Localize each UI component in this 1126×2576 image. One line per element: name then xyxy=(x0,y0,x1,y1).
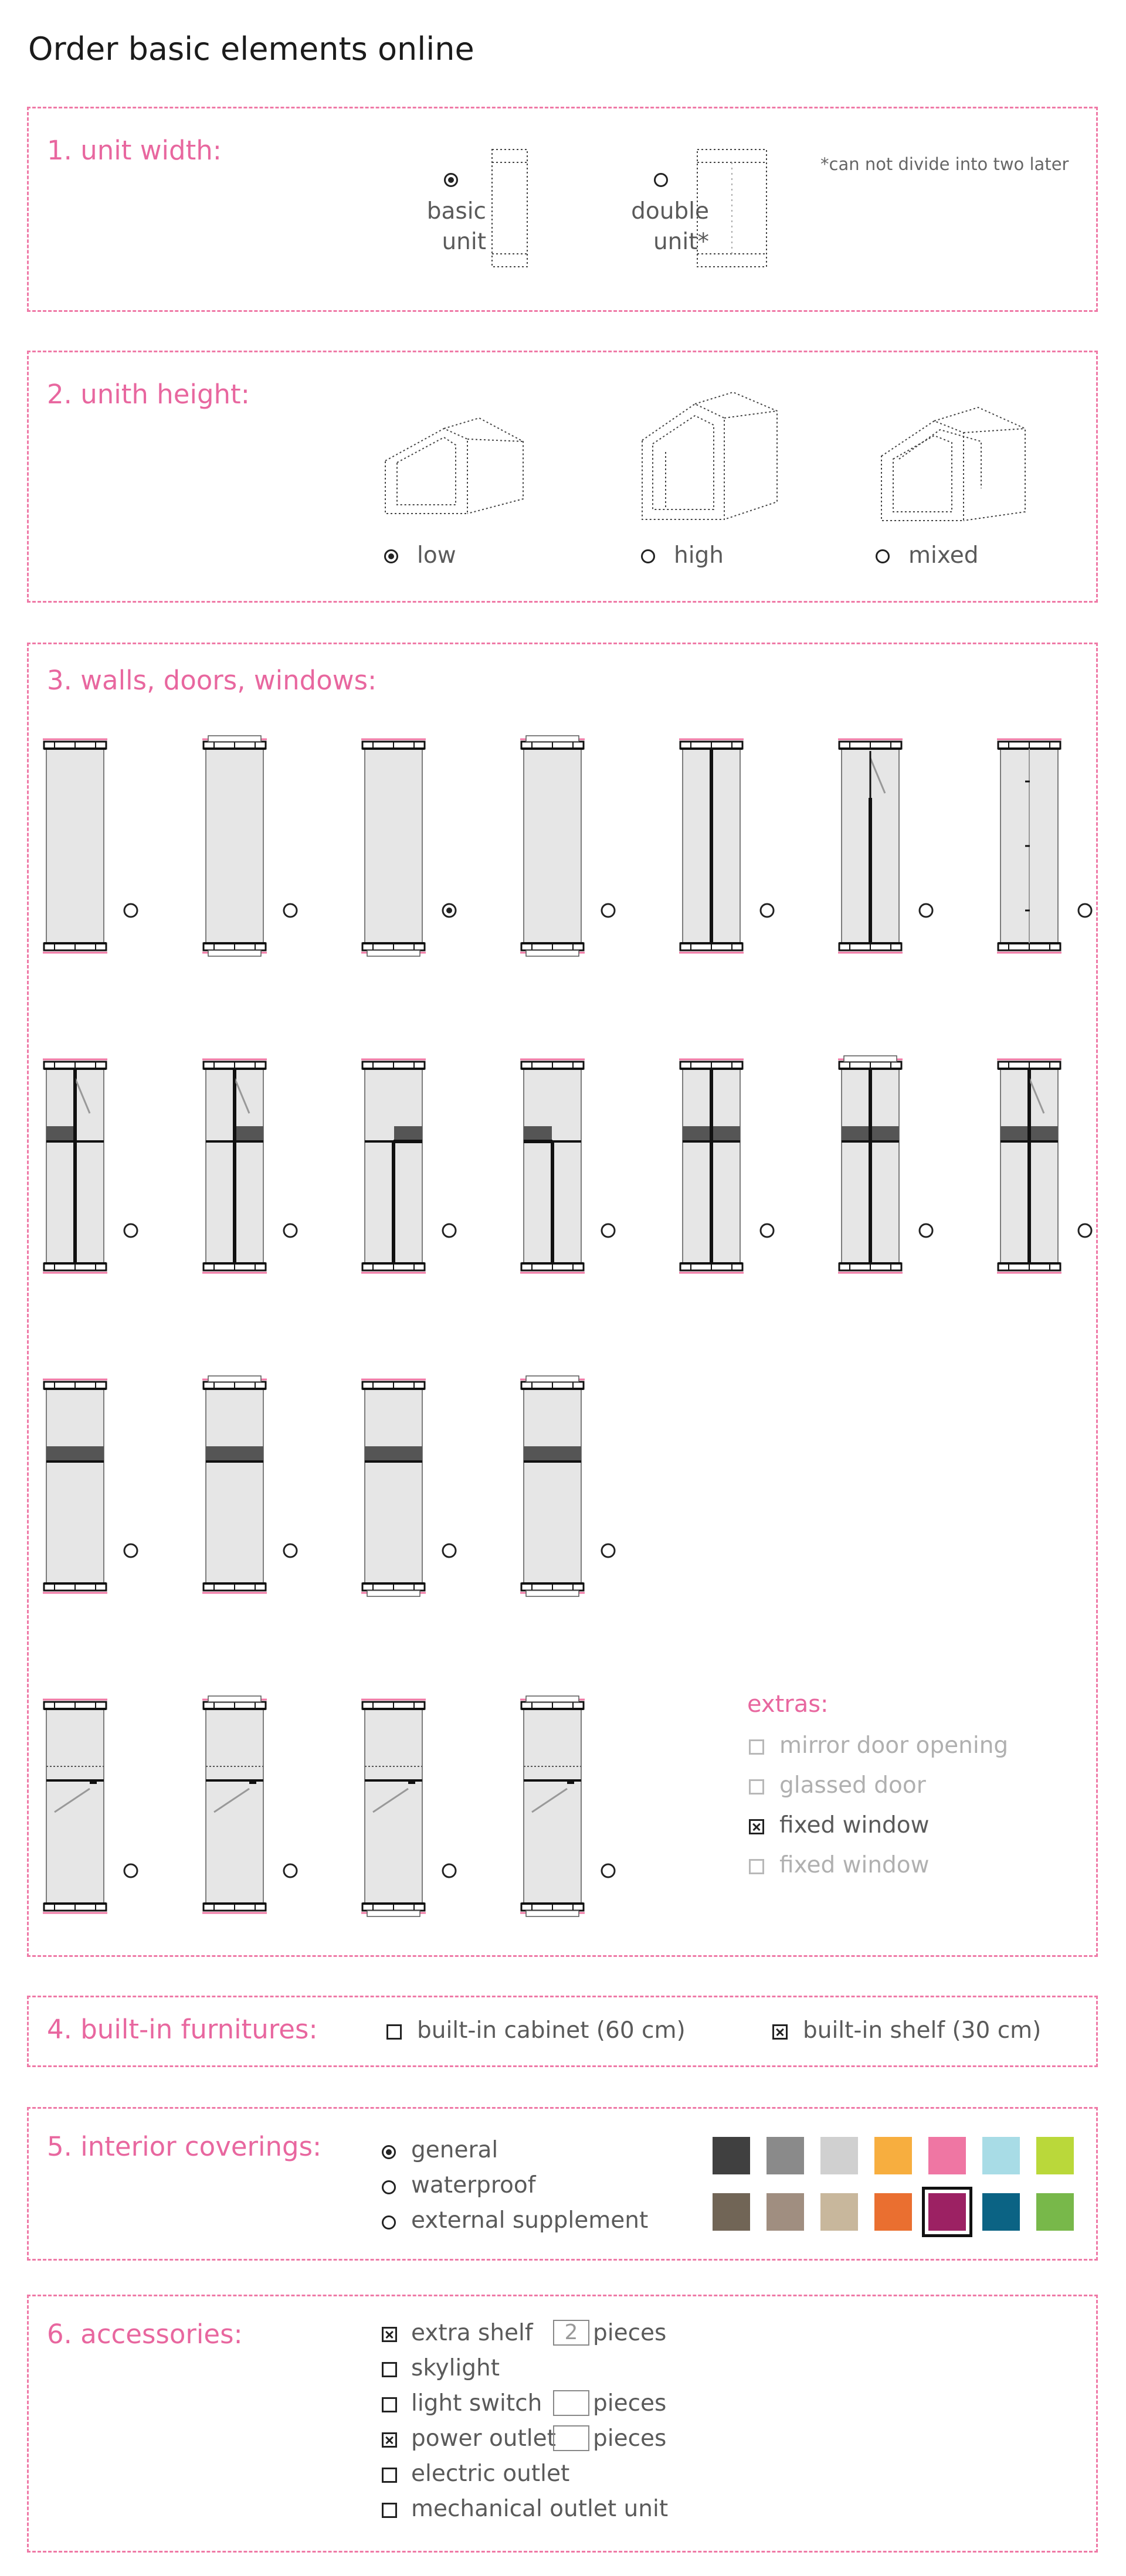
extras-checkbox-fixed-window-2[interactable] xyxy=(749,1859,764,1874)
wall-variant-option[interactable] xyxy=(520,1375,637,1598)
color-swatch[interactable] xyxy=(713,2193,750,2231)
wall-variant-option[interactable] xyxy=(202,1055,320,1277)
radio-double-unit[interactable] xyxy=(654,173,668,187)
wall-variant-option[interactable] xyxy=(838,735,955,957)
option-label: double unit* xyxy=(631,198,709,255)
checkbox-power-outlet[interactable] xyxy=(382,2432,397,2448)
section-interior-coverings xyxy=(27,2107,1098,2261)
wall-variant-option[interactable] xyxy=(520,735,637,957)
checkbox-built-in-shelf[interactable] xyxy=(772,2024,788,2040)
section-unit-width xyxy=(27,107,1098,312)
section-built-in-furnitures xyxy=(27,1996,1098,2067)
radio-covering-external-supplement[interactable] xyxy=(382,2215,396,2230)
section-title: 1. unit width: xyxy=(47,135,222,166)
option-label: waterproof xyxy=(411,2172,536,2198)
wall-variant-option[interactable] xyxy=(997,1055,1114,1277)
color-swatch[interactable] xyxy=(982,2137,1020,2174)
option-label: electric outlet xyxy=(411,2461,570,2487)
power-outlet-quantity-input[interactable] xyxy=(553,2425,589,2451)
page-title: Order basic elements online xyxy=(28,30,474,67)
color-swatch[interactable] xyxy=(874,2193,912,2231)
mixed-unit-illustration xyxy=(876,395,1052,541)
light-switch-quantity-input[interactable] xyxy=(553,2390,589,2416)
color-swatch[interactable] xyxy=(982,2193,1020,2231)
option-label: external supplement xyxy=(411,2207,649,2234)
extras-label: fixed window xyxy=(779,1852,930,1878)
checkbox-skylight[interactable] xyxy=(382,2362,397,2377)
section-title: 2. unith height: xyxy=(47,379,250,410)
color-swatch[interactable] xyxy=(820,2137,858,2174)
option-label: light switch xyxy=(411,2390,542,2417)
extras-label: fixed window xyxy=(779,1812,930,1838)
option-label: low xyxy=(417,542,456,569)
color-swatch[interactable] xyxy=(874,2137,912,2174)
radio-covering-general[interactable] xyxy=(382,2145,396,2159)
color-swatch[interactable] xyxy=(928,2137,966,2174)
option-label: extra shelf xyxy=(411,2320,533,2346)
wall-variant-option[interactable] xyxy=(43,1055,160,1277)
wall-variant-option[interactable] xyxy=(997,735,1114,957)
extras-title: extras: xyxy=(747,1691,829,1718)
checkbox-built-in-cabinet[interactable] xyxy=(386,2024,402,2040)
color-swatch[interactable] xyxy=(820,2193,858,2231)
basic-unit-illustration xyxy=(486,145,533,274)
wall-variant-option[interactable] xyxy=(679,1055,796,1277)
extras-checkbox-glassed-door[interactable] xyxy=(749,1779,764,1795)
wall-variant-option[interactable] xyxy=(520,1695,637,1918)
extras-checkbox-fixed-window[interactable] xyxy=(749,1819,764,1834)
double-unit-illustration xyxy=(691,145,774,274)
extras-label: glassed door xyxy=(779,1772,926,1799)
color-swatch[interactable] xyxy=(928,2193,966,2231)
option-label: built-in cabinet (60 cm) xyxy=(417,2017,686,2044)
radio-basic-unit[interactable] xyxy=(444,173,458,187)
radio-height-low[interactable] xyxy=(384,549,398,563)
section-accessories xyxy=(27,2295,1098,2553)
high-unit-illustration xyxy=(636,388,789,534)
color-swatch[interactable] xyxy=(1036,2137,1074,2174)
wall-variant-option[interactable] xyxy=(361,1375,479,1598)
wall-variant-option[interactable] xyxy=(838,1055,955,1277)
wall-variant-option[interactable] xyxy=(202,1695,320,1918)
color-swatch[interactable] xyxy=(767,2137,804,2174)
option-label: mixed xyxy=(908,542,979,569)
checkbox-extra-shelf[interactable] xyxy=(382,2327,397,2342)
option-label: mechanical outlet unit xyxy=(411,2496,669,2522)
wall-variant-option[interactable] xyxy=(361,1055,479,1277)
section-title: 6. accessories: xyxy=(47,2319,243,2350)
wall-variant-option[interactable] xyxy=(361,1695,479,1918)
checkbox-electric-outlet[interactable] xyxy=(382,2468,397,2483)
section-title: 3. walls, doors, windows: xyxy=(47,665,377,696)
option-label: basic unit xyxy=(426,198,486,255)
unit-label: pieces xyxy=(593,2390,667,2417)
width-note: *can not divide into two later xyxy=(820,154,1069,174)
radio-height-high[interactable] xyxy=(641,549,655,563)
wall-variant-option[interactable] xyxy=(43,1375,160,1598)
option-label: general xyxy=(411,2137,498,2163)
color-swatch[interactable] xyxy=(1036,2193,1074,2231)
extras-checkbox-mirror-door[interactable] xyxy=(749,1739,764,1755)
wall-variant-option[interactable] xyxy=(520,1055,637,1277)
color-swatch[interactable] xyxy=(767,2193,804,2231)
section-walls-doors-windows xyxy=(27,643,1098,1957)
checkbox-mechanical-outlet-unit[interactable] xyxy=(382,2503,397,2518)
option-label: high xyxy=(674,542,724,569)
extra-shelf-quantity-input[interactable]: 2 xyxy=(553,2320,589,2346)
color-swatch[interactable] xyxy=(713,2137,750,2174)
wall-variant-option[interactable] xyxy=(679,735,796,957)
radio-height-mixed[interactable] xyxy=(876,549,890,563)
radio-covering-waterproof[interactable] xyxy=(382,2180,396,2194)
checkbox-light-switch[interactable] xyxy=(382,2397,397,2412)
unit-label: pieces xyxy=(593,2425,667,2452)
wall-variant-option[interactable] xyxy=(43,1695,160,1918)
low-unit-illustration xyxy=(379,411,532,528)
wall-variant-option[interactable] xyxy=(361,735,479,957)
wall-variant-option[interactable] xyxy=(202,735,320,957)
section-unit-height xyxy=(27,351,1098,603)
extras-label: mirror door opening xyxy=(779,1732,1009,1759)
option-label: built-in shelf (30 cm) xyxy=(803,2017,1042,2044)
option-label: power outlet xyxy=(411,2425,556,2452)
option-label: skylight xyxy=(411,2355,500,2381)
wall-variant-option[interactable] xyxy=(43,735,160,957)
section-title: 4. built-in furnitures: xyxy=(47,2014,318,2045)
section-title: 5. interior coverings: xyxy=(47,2131,322,2162)
unit-label: pieces xyxy=(593,2320,667,2346)
wall-variant-option[interactable] xyxy=(202,1375,320,1598)
